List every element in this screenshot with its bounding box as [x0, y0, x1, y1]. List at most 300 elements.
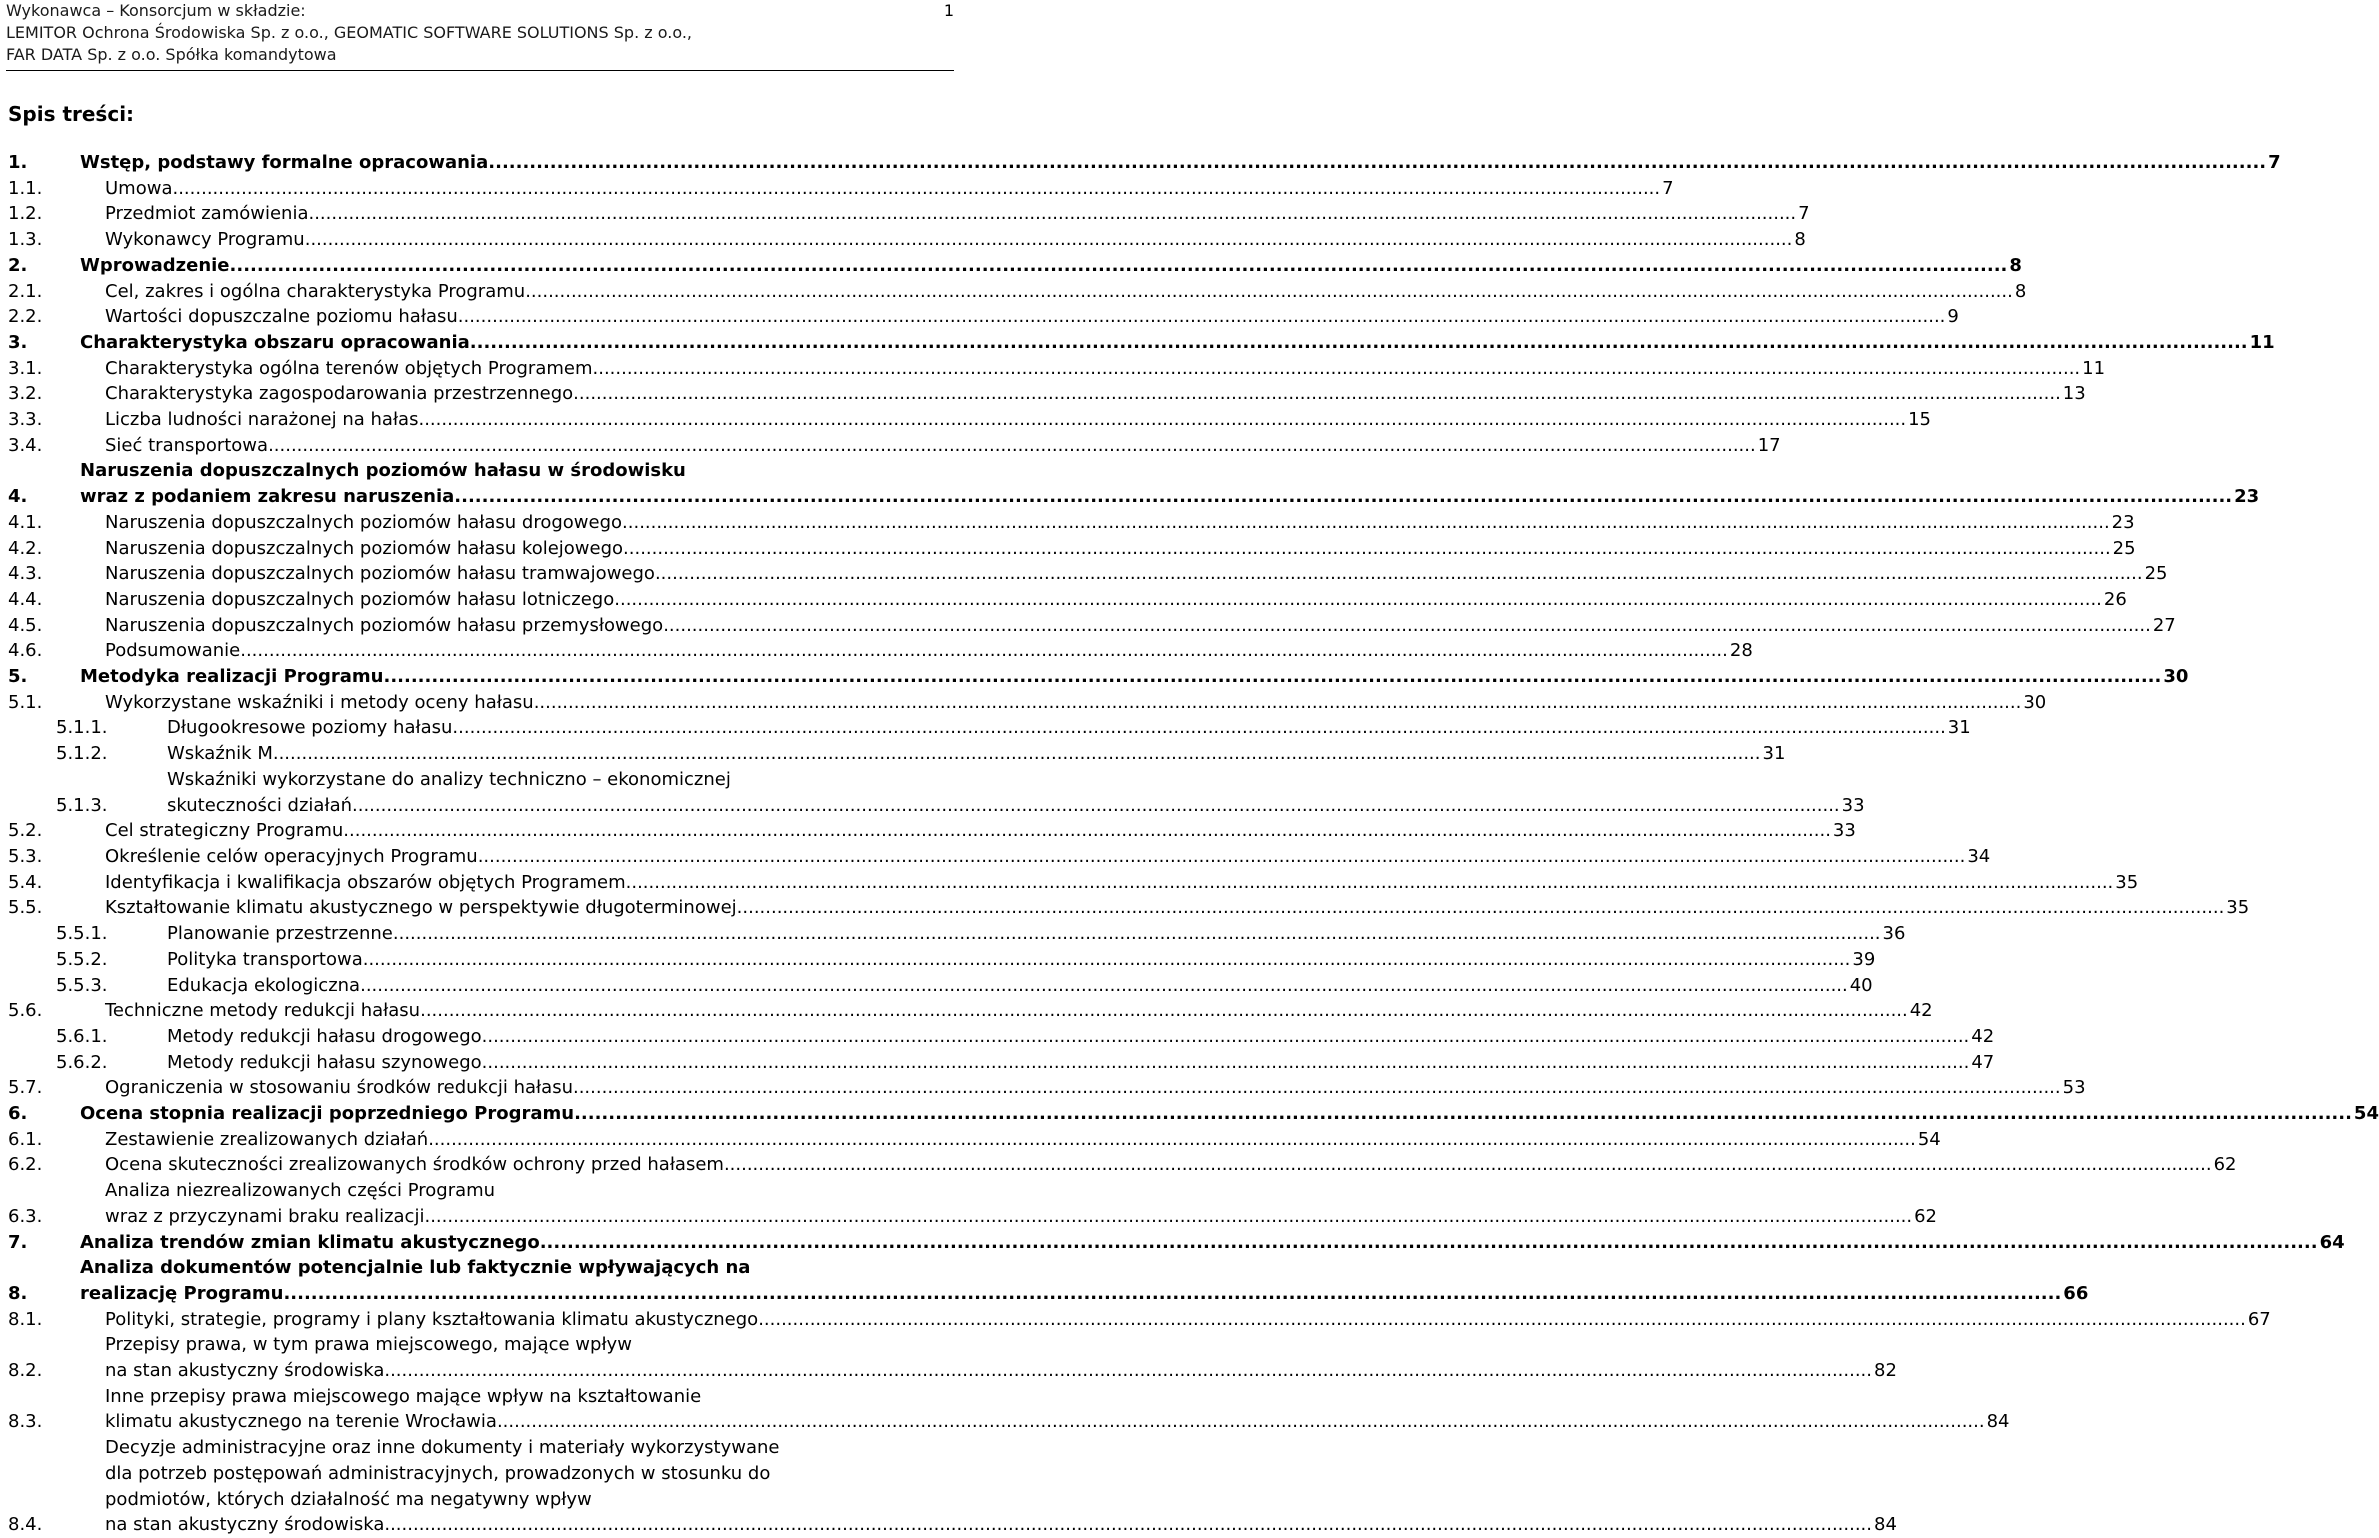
toc-entry-page: 11 [2082, 357, 2106, 379]
toc-entry[interactable] [8, 998, 1933, 1024]
toc-entry-line [105, 510, 2135, 536]
toc-entry[interactable] [8, 664, 2189, 690]
toc-entry-title: Naruszenia dopuszczalnych poziomów hałasu lotniczego [105, 588, 615, 610]
toc-entry-title: Naruszenia dopuszczalnych poziomów hałasu kolejowego [105, 537, 624, 559]
toc-entry[interactable] [8, 150, 2281, 176]
toc-entry-page: 28 [1729, 640, 1753, 662]
dot-leader [655, 561, 2143, 587]
toc-entry-title: Naruszenia dopuszczalnych poziomów hałasu drogowego [105, 511, 623, 533]
toc-entry-page: 30 [2023, 691, 2047, 713]
toc-entry-title-block [80, 1101, 2379, 1127]
toc-entry-title-block [105, 690, 2047, 716]
toc-entry-title: Wykorzystane wskaźniki i metody oceny hałasu [105, 691, 534, 713]
toc-entry-title-block [105, 561, 2168, 587]
toc-entry[interactable] [8, 1024, 1995, 1050]
toc-entry-line [105, 1152, 2237, 1178]
toc-entry[interactable] [8, 1435, 1897, 1538]
toc-entry-page: 39 [1852, 948, 1876, 970]
toc-entry-line [105, 1358, 1897, 1384]
toc-entry-title-block [105, 510, 2135, 536]
toc-entry-page: 7 [1798, 203, 1810, 225]
toc-entry-title-block [80, 458, 2260, 509]
toc-entry-title-block [105, 818, 1856, 844]
toc-entry-title: Naruszenia dopuszczalnych poziomów hałasu przemysłowego [105, 614, 664, 636]
toc-entry-title-block [105, 304, 1959, 330]
toc-entry-line [80, 484, 2260, 510]
toc-entry-page: 54 [2353, 1103, 2379, 1125]
toc-entry-page: 11 [2249, 331, 2275, 353]
toc-entry-line [167, 921, 1905, 947]
toc-entry-title: klimatu akustycznego na terenie Wrocławia [105, 1411, 497, 1433]
toc-entry-title: Zestawienie zrealizowanych działań [105, 1128, 429, 1150]
toc-entry-line [105, 304, 1959, 330]
toc-entry-line [105, 638, 1753, 664]
toc-entry-number: 1.2. [8, 203, 43, 225]
toc-entry[interactable] [8, 921, 1906, 947]
toc-entry-title-block [105, 613, 2176, 639]
dot-leader [622, 510, 2110, 536]
toc-entry-number: 4. [8, 486, 28, 508]
toc-entry-line [105, 613, 2176, 639]
toc-entry-title: wraz z przyczynami braku realizacji [105, 1205, 425, 1227]
dot-leader [724, 1152, 2212, 1178]
toc-entry-number: 5.7. [8, 1077, 43, 1099]
dot-leader [384, 1512, 1872, 1538]
toc-entry-line [105, 587, 2127, 613]
toc-entry[interactable] [8, 741, 1786, 767]
toc-entry-line [105, 690, 2046, 716]
toc-entry-title: Cel strategiczny Programu [105, 820, 344, 842]
dot-leader [663, 613, 2151, 639]
toc-entry-title: Metody redukcji hałasu szynowego [167, 1051, 482, 1073]
toc-entry-page: 31 [1762, 743, 1786, 765]
toc-entry-title-block [105, 176, 1674, 202]
toc-entry-title: skuteczności działań [167, 794, 353, 816]
toc-entry-title-continuation: podmiotów, których działalność ma negatywny wpływ [105, 1488, 592, 1510]
dot-leader [172, 176, 1660, 202]
toc-entry-number: 4.3. [8, 563, 43, 585]
toc-entry-title-block [105, 1075, 2086, 1101]
toc-entry-line [105, 561, 2167, 587]
toc-entry-page: 25 [2112, 537, 2136, 559]
toc-entry-page: 33 [1841, 794, 1865, 816]
toc-entry-title: Umowa [105, 177, 173, 199]
page-header [6, 0, 954, 66]
dot-leader [478, 844, 1966, 870]
toc-entry-line [105, 279, 2026, 305]
toc-entry-title: Podsumowanie [105, 640, 241, 662]
toc-entry-title: Określenie celów operacyjnych Programu [105, 845, 478, 867]
toc-entry[interactable] [8, 458, 2260, 509]
toc-entry-page: 84 [1986, 1411, 2010, 1433]
toc-entry-number: 2. [8, 254, 28, 276]
toc-entry-page: 8 [2014, 280, 2027, 302]
toc-entry-number: 8.4. [8, 1514, 43, 1536]
toc-entry-title-block [105, 1435, 1897, 1538]
toc-entry[interactable] [8, 715, 1971, 741]
toc-entry-page: 13 [2062, 383, 2086, 405]
toc-entry-title: Metody redukcji hałasu drogowego [167, 1025, 482, 1047]
toc-entry[interactable] [8, 1178, 1938, 1229]
toc-entry-number: 1. [8, 152, 28, 173]
toc-entry-title: Ocena stopnia realizacji poprzedniego Programu [80, 1103, 575, 1125]
toc-entry[interactable] [8, 407, 1932, 433]
toc-entry-title-block [167, 1050, 1995, 1076]
toc-entry-line [167, 947, 1875, 973]
toc-entry[interactable] [8, 895, 2250, 921]
toc-entry-title: Techniczne metody redukcji hałasu [105, 1000, 421, 1022]
dot-leader [230, 253, 2008, 279]
dot-leader [470, 330, 2248, 356]
toc-entry-line [167, 741, 1785, 767]
toc-entry-number: 8. [8, 1282, 28, 1304]
toc-entry-line [80, 1101, 2379, 1127]
toc-entry-title: wraz z podaniem zakresu naruszenia [80, 486, 455, 508]
toc-entry[interactable] [8, 1307, 2271, 1333]
toc-entry-title-block [167, 715, 1971, 741]
toc-entry-title-block [80, 664, 2189, 690]
dot-leader [420, 998, 1908, 1024]
toc-entry-title-block [105, 433, 1781, 459]
toc-entry[interactable] [8, 176, 1674, 202]
toc-entry-line [80, 1281, 2089, 1307]
toc-entry-line [105, 1409, 2010, 1435]
toc-entry-title: Wskaźnik M [167, 743, 273, 765]
toc-entry[interactable] [8, 279, 2027, 305]
toc-entry-title: Kształtowanie klimatu akustycznego w perspektywie długoterminowej [105, 897, 737, 919]
toc-entry-number: 1.3. [8, 229, 43, 251]
toc-entry[interactable] [8, 510, 2135, 536]
toc-entry[interactable] [8, 1152, 2237, 1178]
toc-entry-title-block [167, 767, 1865, 818]
toc-entry-title-block [105, 1152, 2237, 1178]
toc-entry-line [167, 793, 1865, 819]
toc-entry-line [167, 715, 1971, 741]
toc-entry-number: 8.2. [8, 1360, 43, 1382]
toc-entry-line [105, 536, 2136, 562]
toc-entry-number: 3. [8, 331, 28, 353]
toc-entry-line [105, 1512, 1897, 1538]
dot-leader [352, 793, 1840, 819]
toc-entry-number: 5.6.1. [56, 1025, 108, 1047]
toc-entry-page: 67 [2247, 1308, 2271, 1330]
toc-entry-title: Polityki, strategie, programy i plany kształtowania klimatu akustycznego [105, 1308, 759, 1330]
toc-entry-line [80, 664, 2188, 690]
toc-entry-title: Liczba ludności narażonej na hałas [105, 409, 419, 431]
toc-entry-page: 17 [1757, 434, 1781, 456]
toc-entry-number: 4.1. [8, 511, 43, 533]
toc-entry-title: Identyfikacja i kwalifikacja obszarów objętych Programem [105, 871, 626, 893]
toc-entry[interactable] [8, 201, 1810, 227]
toc-entry-title: Charakterystyka obszaru opracowania [80, 331, 470, 353]
toc-entry-title-continuation: dla potrzeb postępowań administracyjnych, prowadzonych w stosunku do [105, 1462, 771, 1484]
toc-entry-title-block [105, 1127, 1941, 1153]
toc-entry-number: 8.1. [8, 1308, 43, 1330]
dot-leader [488, 150, 2266, 176]
dot-leader [525, 279, 2013, 305]
toc-entry[interactable] [8, 690, 2047, 716]
dot-leader [240, 638, 1728, 664]
toc-entry[interactable] [8, 536, 2136, 562]
toc-entry-page: 25 [2144, 563, 2168, 585]
toc-entry[interactable] [8, 1255, 2089, 1306]
toc-entry-title: Analiza niezrealizowanych części Programu [105, 1180, 496, 1202]
toc-entry-line [167, 1050, 1994, 1076]
toc-entry[interactable] [8, 947, 1876, 973]
dot-leader [384, 1358, 1872, 1384]
dot-leader [593, 356, 2081, 382]
toc-entry-title: Naruszenia dopuszczalnych poziomów hałasu w środowisku [80, 460, 686, 482]
toc-entry-title-block [105, 844, 1991, 870]
toc-entry[interactable] [8, 587, 2127, 613]
dot-leader [573, 1075, 2061, 1101]
toc-entry-title-block [105, 638, 1753, 664]
table-of-contents [8, 150, 2379, 1538]
toc-entry-number: 1.1. [8, 177, 43, 199]
toc-entry[interactable] [8, 227, 1806, 253]
toc-entry-page: 40 [1849, 974, 1873, 996]
toc-entry-page: 30 [2163, 666, 2189, 688]
toc-entry-title-block [167, 947, 1876, 973]
dot-leader [305, 227, 1793, 253]
dot-leader [283, 1281, 2061, 1307]
toc-entry-page: 64 [2319, 1231, 2345, 1253]
toc-entry[interactable] [8, 973, 1873, 999]
toc-entry-page: 62 [1914, 1205, 1938, 1227]
toc-entry-number: 5.2. [8, 820, 43, 842]
dot-leader [458, 304, 1946, 330]
toc-entry-line [105, 844, 1990, 870]
toc-entry-title: Analiza trendów zmian klimatu akustycznego [80, 1231, 540, 1253]
page-number: 1 [943, 1, 954, 20]
toc-entry-number: 5.6. [8, 1000, 43, 1022]
toc-entry-number: 5. [8, 666, 28, 688]
toc-entry-page: 7 [2268, 152, 2281, 173]
toc-entry-number: 5.3. [8, 845, 43, 867]
toc-entry-line [105, 818, 1856, 844]
toc-entry-title: Analiza dokumentów potencjalnie lub faktycznie wpływających na [80, 1257, 751, 1279]
toc-entry-page: 54 [1917, 1128, 1941, 1150]
toc-entry-line [105, 407, 1931, 433]
toc-entry-title: Wykonawcy Programu [105, 229, 305, 251]
toc-entry-page: 42 [1909, 1000, 1933, 1022]
toc-entry-number: 6.3. [8, 1205, 43, 1227]
toc-entry-number: 6.1. [8, 1128, 43, 1150]
toc-entry-title: na stan akustyczny środowiska [105, 1514, 385, 1536]
toc-entry[interactable] [8, 1332, 1897, 1383]
toc-entry-title: Charakterystyka zagospodarowania przestrzennego [105, 383, 574, 405]
toc-entry-line [80, 150, 2281, 176]
toc-entry-title: Ocena skuteczności zrealizowanych środków ochrony przed hałasem [105, 1154, 724, 1176]
toc-entry-title-block [105, 1384, 2010, 1435]
toc-entry[interactable] [8, 433, 1781, 459]
toc-entry-number: 5.1.3. [56, 794, 108, 816]
toc-entry-title-block [167, 921, 1906, 947]
toc-entry[interactable] [8, 767, 1865, 818]
toc-entry[interactable] [8, 1230, 2345, 1256]
toc-entry[interactable] [8, 870, 2139, 896]
toc-entry-page: 36 [1882, 923, 1906, 945]
toc-entry-number: 4.5. [8, 614, 43, 636]
toc-entry-title-block [105, 1332, 1897, 1383]
toc-entry-page: 47 [1971, 1051, 1995, 1073]
dot-leader [737, 895, 2225, 921]
toc-entry-line [167, 973, 1873, 999]
toc-entry-page: 34 [1967, 845, 1991, 867]
toc-entry-title: Charakterystyka ogólna terenów objętych Programem [105, 357, 593, 379]
toc-entry-page: 53 [2062, 1077, 2086, 1099]
toc-entry-page: 35 [2226, 897, 2250, 919]
toc-entry-number: 5.5.2. [56, 948, 108, 970]
toc-entry-title-block [105, 227, 1806, 253]
toc-entry-number: 2.2. [8, 306, 43, 328]
toc-entry-title: Wskaźniki wykorzystane do analizy techniczno – ekonomicznej [167, 768, 731, 790]
toc-entry-number: 5.5. [8, 897, 43, 919]
toc-entry-page: 66 [2063, 1282, 2089, 1304]
toc-entry-line [105, 895, 2249, 921]
toc-entry[interactable] [8, 253, 2022, 279]
toc-entry-title-block [105, 895, 2250, 921]
dot-leader [458, 715, 1946, 741]
toc-entry-line [105, 998, 1933, 1024]
toc-entry-title-block [80, 253, 2022, 279]
toc-entry-page: 33 [1832, 820, 1856, 842]
toc-entry-title: Ograniczenia w stosowaniu środków redukcji hałasu [105, 1077, 573, 1099]
toc-entry-line [105, 1307, 2271, 1333]
toc-entry-title: Polityka transportowa [167, 948, 363, 970]
toc-entry[interactable] [8, 1075, 2086, 1101]
toc-entry-title: realizację Programu [80, 1282, 284, 1304]
dot-leader [343, 818, 1831, 844]
toc-entry-number: 5.1. [8, 691, 43, 713]
toc-entry-number: 3.2. [8, 383, 43, 405]
toc-entry-title-block [105, 536, 2136, 562]
toc-entry-page: 15 [1908, 409, 1932, 431]
toc-entry[interactable] [8, 381, 2086, 407]
dot-leader [574, 1101, 2352, 1127]
toc-entry[interactable] [8, 356, 2106, 382]
toc-entry-title-block [80, 150, 2281, 176]
toc-entry-title-block [105, 279, 2027, 305]
dot-leader [428, 1127, 1916, 1153]
toc-entry-number: 4.4. [8, 588, 43, 610]
toc-entry-title-block [105, 381, 2086, 407]
toc-entry-title: Planowanie przestrzenne [167, 923, 393, 945]
toc-entry-line [105, 381, 2086, 407]
toc-entry-title-block [105, 1178, 1938, 1229]
header-line-1: Wykonawca – Konsorcjum w składzie: [6, 1, 306, 20]
toc-entry-title-block [105, 356, 2106, 382]
toc-entry-line [105, 1204, 1938, 1230]
toc-title: Spis treści: [8, 102, 135, 126]
toc-entry[interactable] [8, 1384, 2010, 1435]
dot-leader [424, 1204, 1912, 1230]
toc-entry[interactable] [8, 330, 2275, 356]
dot-leader [482, 1024, 1970, 1050]
toc-entry-title-block [105, 407, 1932, 433]
dot-leader [363, 947, 1851, 973]
toc-entry-page: 35 [2115, 871, 2139, 893]
toc-entry[interactable] [8, 613, 2176, 639]
toc-entry-page: 26 [2103, 588, 2127, 610]
toc-entry-title: Długookresowe poziomy hałasu. [167, 717, 459, 739]
toc-entry[interactable] [8, 1127, 1941, 1153]
toc-entry-title-block [105, 587, 2127, 613]
toc-entry-page: 27 [2152, 614, 2176, 636]
toc-entry-number: 6.2. [8, 1154, 43, 1176]
toc-entry-line [80, 1230, 2345, 1256]
toc-entry-number: 3.1. [8, 357, 43, 379]
toc-entry-title: Sieć transportowa [105, 434, 269, 456]
toc-entry-number: 4.6. [8, 640, 43, 662]
toc-entry-title: Przepisy prawa, w tym prawa miejscowego, mające wpływ [105, 1334, 632, 1356]
toc-entry[interactable] [8, 304, 1959, 330]
toc-entry[interactable] [8, 818, 1856, 844]
dot-leader [573, 381, 2061, 407]
toc-entry-title: na stan akustyczny środowiska [105, 1360, 385, 1382]
toc-entry-title: Wartości dopuszczalne poziomu hałasu [105, 306, 458, 328]
dot-leader [497, 1409, 1985, 1435]
toc-entry-number: 2.1. [8, 280, 43, 302]
toc-entry-number: 7. [8, 1231, 28, 1253]
toc-entry-title-block [80, 1255, 2089, 1306]
toc-entry-title: Naruszenia dopuszczalnych poziomów hałasu tramwajowego [105, 563, 655, 585]
toc-entry-line [80, 330, 2275, 356]
toc-entry-title: Metodyka realizacji Programu [80, 666, 384, 688]
toc-entry[interactable] [8, 1050, 1995, 1076]
toc-entry-line [105, 1075, 2086, 1101]
toc-entry-line [105, 870, 2138, 896]
toc-entry-line [105, 1127, 1941, 1153]
toc-entry-line [105, 227, 1806, 253]
toc-entry-page: 8 [1794, 229, 1806, 251]
toc-entry-title-block [105, 870, 2139, 896]
toc-entry-title-block [167, 1024, 1995, 1050]
toc-entry-number: 5.4. [8, 871, 43, 893]
dot-leader [758, 1307, 2246, 1333]
toc-entry-page: 42 [1971, 1025, 1995, 1047]
toc-entry-page: 9 [1947, 306, 1959, 328]
toc-entry-number: 5.1.2. [56, 743, 108, 765]
toc-entry-line [80, 253, 2022, 279]
toc-entry-title: Wstęp, podstawy formalne opracowania [80, 152, 489, 173]
toc-entry-title-block [105, 1307, 2271, 1333]
toc-entry[interactable] [8, 844, 1991, 870]
header-divider [6, 70, 954, 71]
toc-entry-page: 23 [2234, 486, 2260, 508]
toc-entry-line [105, 356, 2105, 382]
toc-entry-number: 5.5.3. [56, 974, 108, 996]
toc-entry[interactable] [8, 1101, 2379, 1127]
toc-entry-title: Inne przepisy prawa miejscowego mające wpływ na kształtowanie [105, 1385, 702, 1407]
dot-leader [418, 407, 1906, 433]
dot-leader [360, 973, 1848, 999]
dot-leader [614, 587, 2102, 613]
toc-entry[interactable] [8, 561, 2168, 587]
toc-entry-title: Wprowadzenie [80, 254, 230, 276]
toc-entry-page: 31 [1947, 717, 1971, 739]
toc-entry-number: 8.3. [8, 1411, 43, 1433]
toc-entry-title: Cel, zakres i ogólna charakterystyka Programu [105, 280, 526, 302]
toc-entry[interactable] [8, 638, 1753, 664]
toc-entry-line [167, 1024, 1994, 1050]
toc-entry-number: 5.1.1. [56, 717, 108, 739]
toc-entry-number: 5.5.1. [56, 923, 108, 945]
toc-entry-line [105, 433, 1781, 459]
toc-entry-number: 6. [8, 1103, 28, 1125]
toc-entry-number: 3.4. [8, 434, 43, 456]
toc-entry-number: 4.2. [8, 537, 43, 559]
